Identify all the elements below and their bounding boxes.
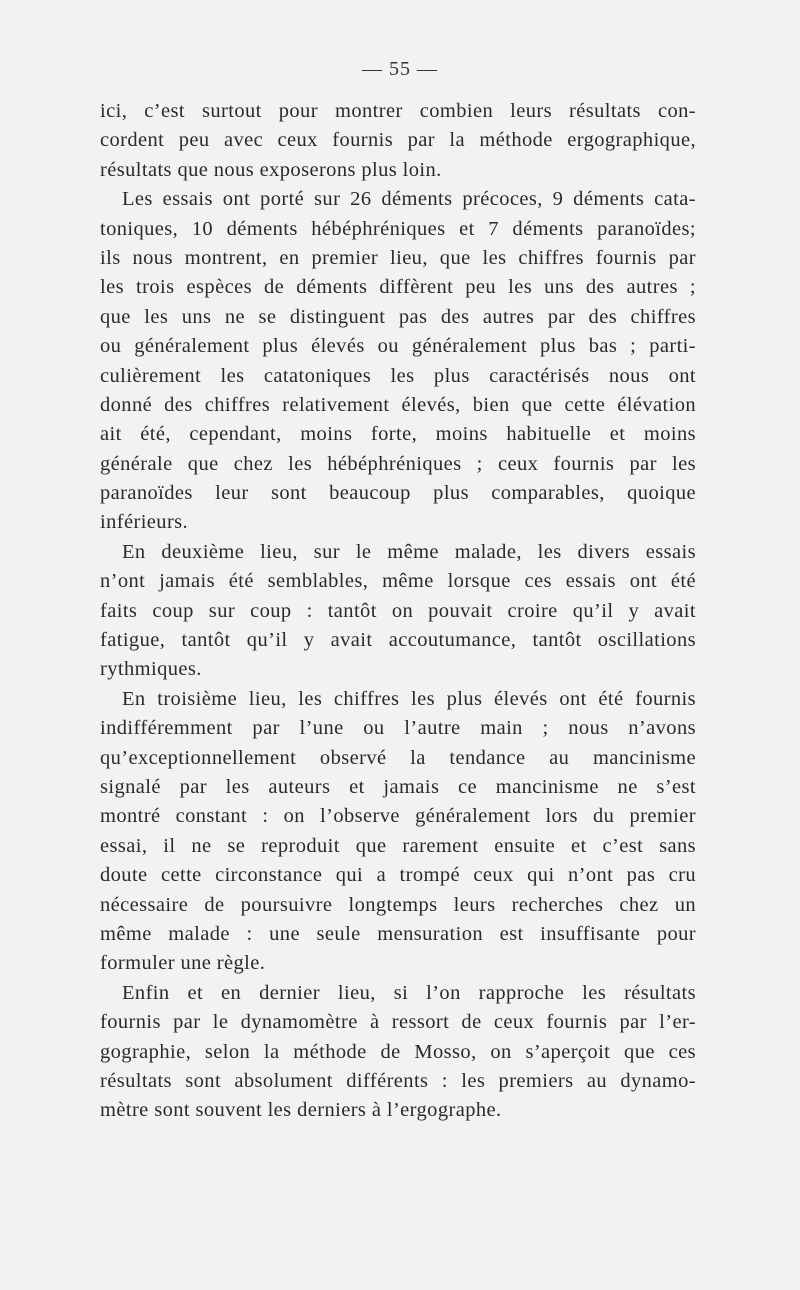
text-line: culièrement les catatoniques les plus caractérisés nous ont <box>100 364 696 387</box>
text-line: Les essais ont porté sur 26 déments précoces, 9 déments cata- <box>122 188 696 211</box>
text-line: résultats sont absolument différents : les premiers au dynamo- <box>100 1069 696 1092</box>
text-line: qu’exceptionnellement observé la tendance au mancinisme <box>100 746 696 769</box>
text-line: ils nous montrent, en premier lieu, que les chiffres fournis par <box>100 246 696 269</box>
text-line: formuler une règle. <box>100 952 266 975</box>
text-line: rythmiques. <box>100 658 202 681</box>
text-line: Enfin et en dernier lieu, si l’on rapproche les résultats <box>122 981 696 1004</box>
text-line: montré constant : on l’observe généralement lors du premier <box>100 805 696 828</box>
page-number: — 55 — <box>362 58 438 80</box>
body-text <box>100 97 696 1126</box>
text-line: donné des chiffres relativement élevés, bien que cette élévation <box>100 393 696 416</box>
text-line: toniques, 10 déments hébéphréniques et 7 déments paranoïdes; <box>100 217 696 240</box>
text-line: résultats que nous exposerons plus loin. <box>100 158 442 181</box>
text-line: indifféremment par l’une ou l’autre main ; nous n’avons <box>100 717 696 740</box>
text-line: ou généralement plus élevés ou généralement plus bas ; parti- <box>100 335 696 358</box>
text-line: cordent peu avec ceux fournis par la méthode ergographique, <box>100 129 696 152</box>
text-line: n’ont jamais été semblables, même lorsque ces essais ont été <box>100 570 696 593</box>
text-line: essai, il ne se reproduit que rarement ensuite et c’est sans <box>100 834 696 857</box>
text-line: gographie, selon la méthode de Mosso, on s’aperçoit que ces <box>100 1040 696 1063</box>
text-line: fatigue, tantôt qu’il y avait accoutumance, tantôt oscillations <box>100 629 696 652</box>
text-line: nécessaire de poursuivre longtemps leurs recherches chez un <box>100 893 696 916</box>
text-line: que les uns ne se distinguent pas des autres par des chiffres <box>100 305 696 328</box>
text-line: inférieurs. <box>100 511 189 534</box>
text-line: ici, c’est surtout pour montrer combien leurs résultats con- <box>100 100 696 122</box>
text-line: faits coup sur coup : tantôt on pouvait croire qu’il y avait <box>100 599 696 622</box>
text-line: générale que chez les hébéphréniques ; ceux fournis par les <box>100 452 696 475</box>
text-line: ait été, cependant, moins forte, moins habituelle et moins <box>100 423 696 446</box>
text-line: même malade : une seule mensuration est insuffisante pour <box>100 922 696 945</box>
text-line: doute cette circonstance qui a trompé ceux qui n’ont pas cru <box>100 864 696 887</box>
text-line: mètre sont souvent les derniers à l’ergographe. <box>100 1099 502 1122</box>
text-line: En deuxième lieu, sur le même malade, les divers essais <box>122 540 696 563</box>
text-line: signalé par les auteurs et jamais ce mancinisme ne s’est <box>100 775 696 798</box>
text-line: fournis par le dynamomètre à ressort de ceux fournis par l’er- <box>100 1011 696 1034</box>
text-line: En troisième lieu, les chiffres les plus élevés ont été fournis <box>122 687 696 710</box>
text-line: les trois espèces de déments diffèrent peu les uns des autres ; <box>100 276 696 299</box>
text-line: paranoïdes leur sont beaucoup plus comparables, quoique <box>100 482 696 505</box>
